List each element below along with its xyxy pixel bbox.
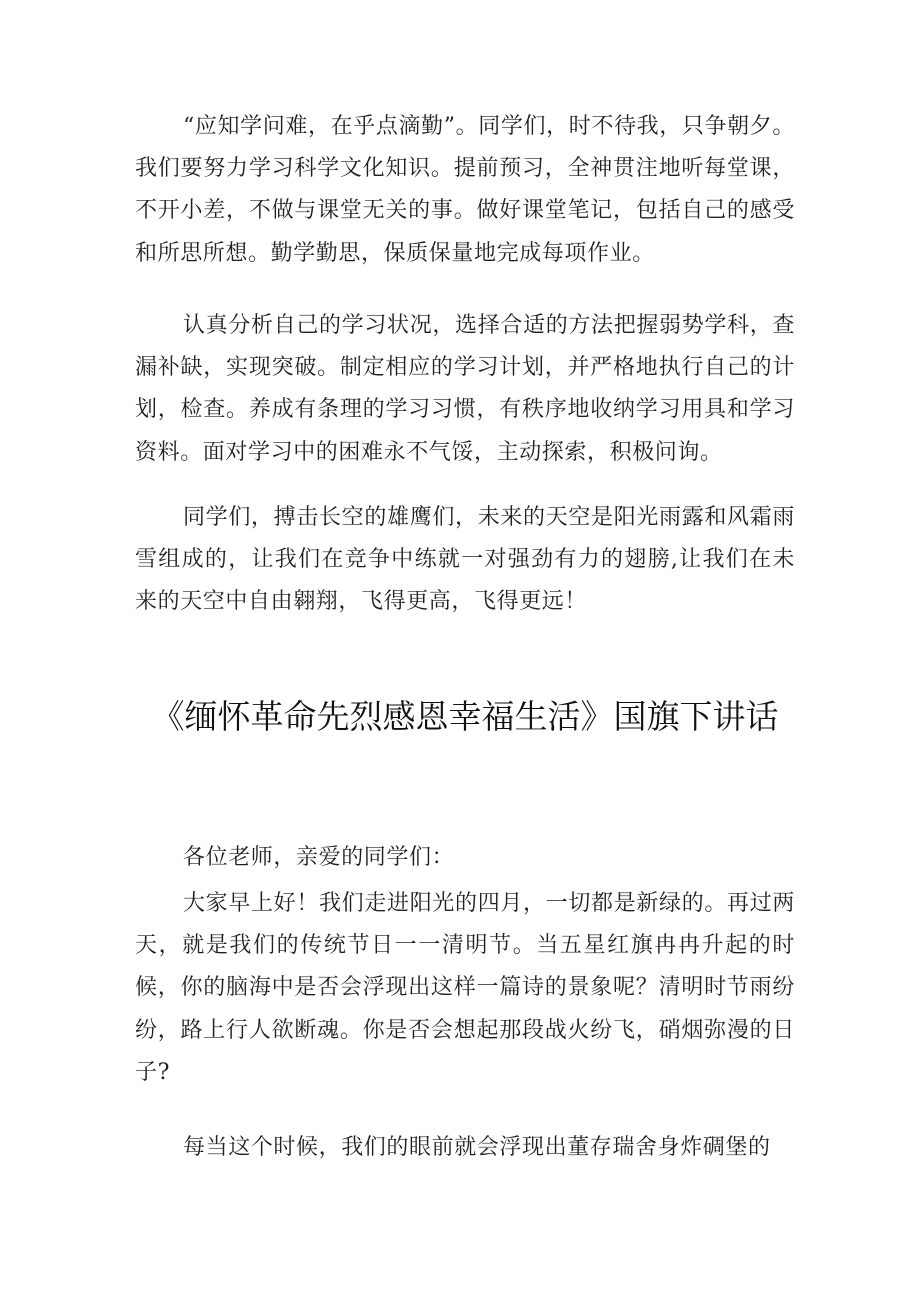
speech-greeting: 各位老师，亲爱的同学们： (183, 845, 455, 870)
speech-title: 《缅怀革命先烈感恩幸福生活》国旗下讲话 (151, 697, 779, 736)
paragraph-eagles: 同学们，搏击长空的雄鹰们，未来的天空是阳光雨露和风霜雨雪组成的，让我们在竞争中练就一对强劲有力的翅膀,让我们在未来的天空中自由翱翔，飞得更高，飞得更远！ (135, 505, 795, 615)
paragraph-study-diligence: “应知学问难，在乎点滴勤”。同学们，时不待我，只争朝夕。我们要努力学习科学文化知识。提前预习，全神贯注地听每堂课，不开小差，不做与课堂无关的事。做好课堂笔记，包括自己的感受和所思所想。勤学勤思，保质保量地完成每项作业。 (135, 114, 795, 266)
paragraph-study-analysis: 认真分析自己的学习状况，选择合适的方法把握弱势学科，查漏补缺，实现突破。制定相应的学习计划，并严格地执行自己的计划，检查。养成有条理的学习习惯，有秩序地收纳学习用具和学习资料。面对学习中的困难永不气馁，主动探索，积极问询。 (135, 313, 795, 465)
paragraph-heroes: 每当这个时候，我们的眼前就会浮现出董存瑞舍身炸碉堡的 (183, 1135, 771, 1160)
paragraph-qingming: 大家早上好！我们走进阳光的四月，一切都是新绿的。再过两天，就是我们的传统节日一一清明节。当五星红旗冉冉升起的时候，你的脑海中是否会浮现出这样一篇诗的景象呢？清明时节雨纷纷，路上行人欲断魂。你是否会想起那段战火纷飞，硝烟弥漫的日子? (135, 891, 795, 1085)
